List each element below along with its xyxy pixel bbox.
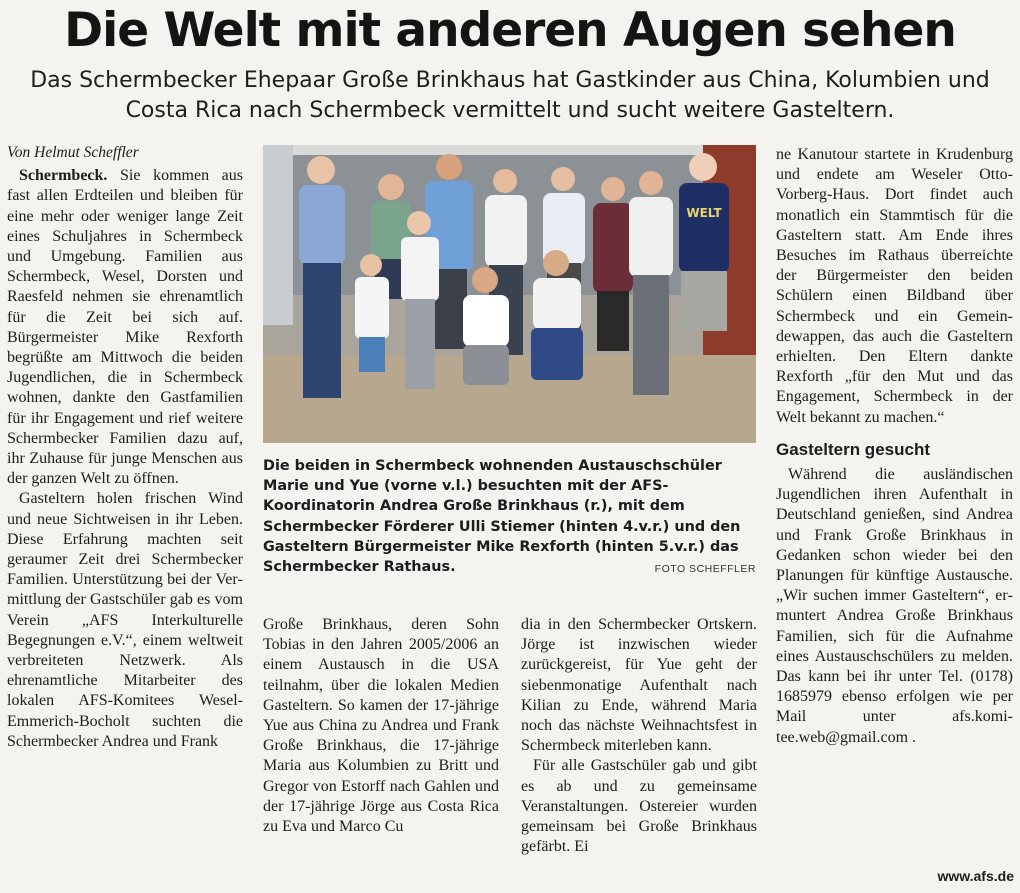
- photo-caption: Die beiden in Schermbeck wohnenden Austauschschüler Marie und Yue (vorne v.l.) besuchten mit der AFS-Koordinatorin Andrea Große Brinkhaus (r.), mit dem Schermbecker Förderer Ulli Stiemer (hinten 4.v.r.) und den Gasteltern Bürgermeister Mike Rexforth (hinten 5.v.r.) das Schermbecker Rathaus.: [263, 458, 741, 576]
- person: [629, 171, 673, 395]
- lead-paragraph: [7, 166, 243, 489]
- article-column-4: [776, 145, 1013, 748]
- paragraph: Große Brinkhaus, deren Sohn Tobias in den Jahren 2005/2006 an einem Austausch in die USA teilnahm, über die lokalen Medien Gasteltern. So kamen der 17-jährige Yue aus China zu Andrea und Frank Große Brinkhaus, die 17-jährige Maria aus Kolumbien zu Britt und Gregor von Estorff nach Gahlen und der 17-jährige Jörge aus Costa Rica zu Eva und Marco Cu: [263, 616, 499, 836]
- paragraph: Für alle Gastschüler gab und gibt es ab und zu gemeinsame Veranstaltungen. Ostereier wurden gemeinsam bei Große Brinkhaus gefärbt. Ei: [521, 757, 757, 856]
- paragraph: Während die ausländischen Jugendlichen ihren Aufenthalt in Deutschland genießen, sind Andrea und Frank Große Brinkhaus in Gedanken schon wieder bei den Planungen für künftige Austausche. „Wir suchen immer Gasteltern“, ermuntert Andrea Große Brinkhaus Familien, sich für die Aufnahme eines Austauschschülers zu melden. Das kann bei ihr unter Tel. (0178) 1685979 ebenso erfolgen wie per Mail unter afs.komitee.web@gmail.com .: [776, 466, 1013, 746]
- article-column-2: [263, 615, 499, 837]
- lead-text: Sie kommen aus fast allen Erdteilen und bleiben für eine mehr oder weniger lange Zeit eines Schuljahres in Schermbeck und Umgebung. Familien aus Schermbeck, Wesel, Dorsten und Raesfeld nehmen sie ehrenamtlich für die Zeit bei sich auf. Bürgermeister Mike Rexforth begrüßte am Mittwoch die beiden Jugendlichen, die in Schermbeck wohnen, dankte den Gastfamilien für ihr Engagement und rief weitere Schermbecker Familien dazu auf, ihr Zuhause für junge Menschen aus der ganzen Welt zu öffnen.: [7, 167, 243, 488]
- group-photo: [263, 145, 756, 443]
- byline: Von Helmut Scheffler: [7, 144, 139, 161]
- group-photo-illustration: [263, 145, 756, 443]
- paragraph: dia in den Schermbecker Ortskern. Jörge ist inzwischen wieder zurückgereist, für Yue geht der siebenmonatige Aufenthalt nach Kilian zu Ende, während Maria noch das nächste Weihnachtsfest in Schermbeck miterleben kann.: [521, 616, 757, 755]
- subheadline: Das Schermbecker Ehepaar Große Brinkhaus hat Gastkinder aus China, Kolumbien und Costa Rica nach Schermbeck vermittelt und sucht weitere Gasteltern.: [30, 68, 990, 123]
- photo-credit: FOTO SCHEFFLER: [654, 563, 756, 575]
- paragraph: Gasteltern holen frischen Wind und neue Sichtweisen in ihr Leben. Diese Erfahrung machten seit geraumer Zeit drei Schermbecker Familien. Unterstützung bei der Vermittlung der Gastschüler gab es vom Verein „AFS Interkulturelle Begegnungen e.V.“, einem weltweit verbreiteten Netzwerk. Als ehrenamtliche Mitarbeiter des lokalen AFS-Komitees Wesel-Emmerich-Bocholt suchten die Schermbecker Andrea und Frank: [7, 490, 243, 750]
- shirt-text: WELT: [686, 206, 722, 220]
- website-link[interactable]: www.afs.de: [937, 868, 1014, 884]
- paragraph: ne Kanutour startete in Krudenburg und endete am Weseler Otto-Vorberg-Haus. Dort findet auch monatlich ein Stammtisch für die Gasteltern statt. Am Ende ihres Besuches im Rathaus überreichte der Bürgermeister den beiden Schülern einen Bildband über Schermbeck und ein Gemeindewappen, das auch die Gasteltern erhielten. Den Eltern dankte Rexforth „für den Mut und das Engagement, Schermbeck in der Welt bekannt zu machen.“: [776, 146, 1013, 426]
- person: [299, 156, 345, 398]
- dateline: Schermbeck.: [19, 167, 108, 185]
- person: [401, 211, 439, 389]
- section-subheading: Gasteltern gesucht: [776, 439, 930, 459]
- article-column-1: [7, 143, 243, 752]
- headline: Die Welt mit anderen Augen sehen: [64, 3, 956, 58]
- article-column-3: [521, 615, 757, 857]
